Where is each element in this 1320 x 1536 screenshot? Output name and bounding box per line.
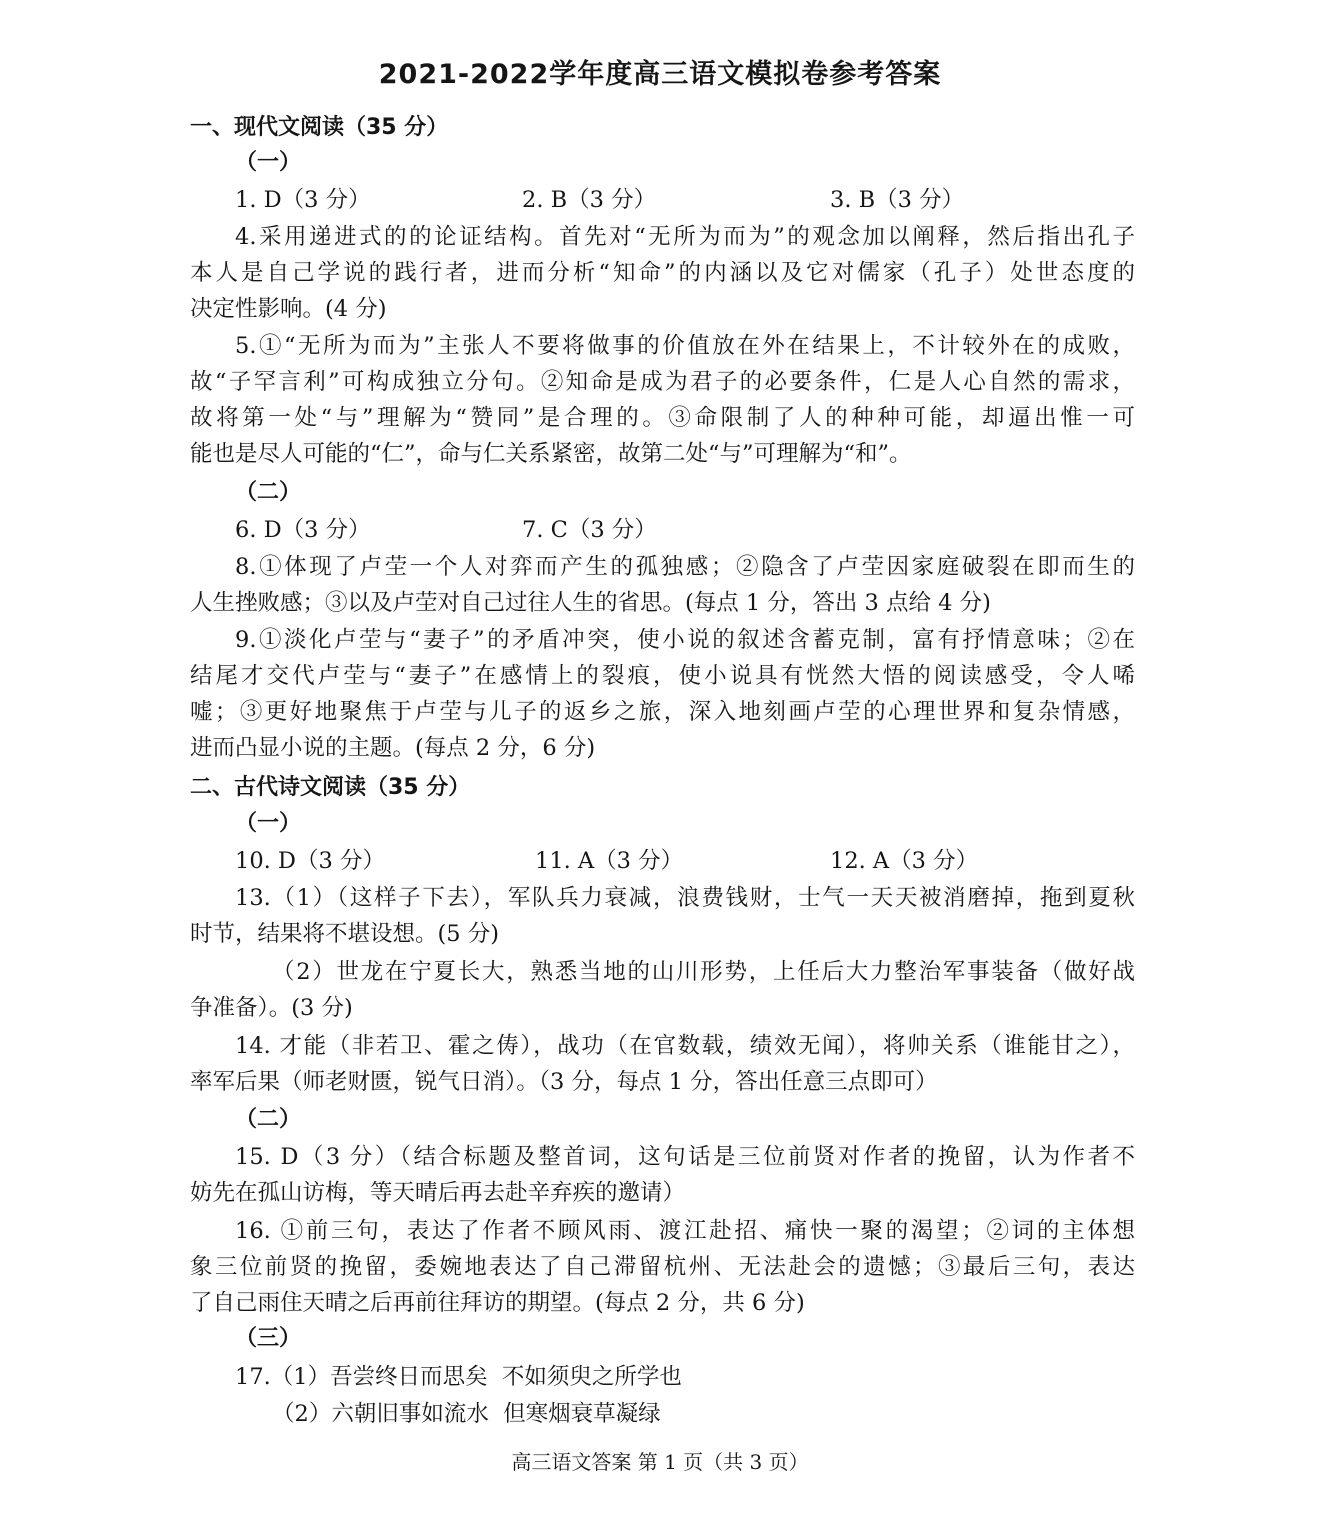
section-heading-classical-reading: 二、古代诗文阅读（35 分） [190,775,471,800]
answer-q9-line3: 嘘；③更好地聚焦于卢茔与儿子的返乡之旅，深入地刻画卢茔的心理世界和复杂情感， [190,699,1135,725]
answer-q13-1-line2: 时节，结果将不堪设想。(5 分) [190,921,500,947]
answer-q16-line3: 了自己雨住天晴之后再前往拜访的期望。(每点 2 分，共 6 分) [190,1290,805,1316]
answer-q2: 2. B（3 分） [522,187,657,213]
answer-q12: 12. A（3 分） [830,848,979,874]
answer-q5-line4: 能也是尽人可能的“仁”，命与仁关系紧密，故第二处“与”可理解为“和”。 [190,441,912,467]
answer-q6: 6. D（3 分） [235,517,371,543]
answer-q17-1: 17.（1）吾尝终日而思矣 不如须臾之所学也 [235,1364,682,1390]
answer-q8-line1: 8.①体现了卢茔一个人对弈而产生的孤独感；②隐含了卢茔因家庭破裂在即而生的 [235,554,1135,580]
answer-q13-2-line2: 争准备）。(3 分) [190,995,353,1021]
answer-q5-line2: 故“子罕言利”可构成独立分句。②知命是成为君子的必要条件，仁是人心自然的需求， [190,369,1135,395]
answer-q16-line2: 象三位前贤的挽留，委婉地表达了自己滞留杭州、无法赴会的遗憾；③最后三句，表达 [190,1254,1135,1280]
answer-q17-2: （2）六朝旧事如流水 但寒烟衰草凝绿 [272,1401,661,1427]
part-label-4: （二） [235,1107,302,1132]
answer-q11: 11. A（3 分） [535,848,684,874]
answer-q15-line1: 15. D（3 分）（结合标题及整首词，这句话是三位前贤对作者的挽留，认为作者不 [235,1144,1135,1170]
section-heading-modern-reading: 一、现代文阅读（35 分） [190,115,449,140]
answer-q5-line1: 5.①“无所为而为”主张人不要将做事的价值放在外在结果上，不计较外在的成败， [235,333,1135,359]
answer-q1: 1. D（3 分） [235,187,371,213]
answer-q3: 3. B（3 分） [830,187,965,213]
answer-q9-line2: 结尾才交代卢茔与“妻子”在感情上的裂痕，使小说具有恍然大悟的阅读感受，令人唏 [190,663,1135,689]
answer-q4-line1: 4.采用递进式的的论证结构。首先对“无所为而为”的观念加以阐释，然后指出孔子 [235,224,1135,250]
answer-q13-2-line1: （2）世龙在宁夏长大，熟悉当地的山川形势，上任后大力整治军事装备（做好战 [272,959,1135,985]
part-label-5: （三） [235,1326,302,1351]
answer-q10: 10. D（3 分） [235,848,385,874]
page-footer: 高三语文答案 第 1 页（共 3 页） [511,1450,809,1474]
part-label-3: （一） [235,811,302,836]
part-label-1: （一） [235,150,302,175]
answer-q4-line2: 本人是自己学说的践行者，进而分析“知命”的内涵以及它对儒家（孔子）处世态度的 [190,260,1135,286]
part-label-2: （二） [235,480,302,505]
answer-q4-line3: 决定性影响。(4 分) [190,296,387,322]
answer-q9-line1: 9.①淡化卢茔与“妻子”的矛盾冲突，使小说的叙述含蓄克制，富有抒情意味；②在 [235,627,1135,653]
answer-q13-1-line1: 13.（1）（这样子下去），军队兵力衰减，浪费钱财，士气一天天被消磨掉，拖到夏秋 [235,885,1135,911]
answer-q15-line2: 妨先在孤山访梅，等天晴后再去赴辛弃疾的邀请） [190,1180,686,1206]
page-title: 2021-2022学年度高三语文模拟卷参考答案 [378,59,942,90]
answer-q7: 7. C（3 分） [522,517,657,543]
answer-q16-line1: 16. ①前三句，表达了作者不顾风雨、渡江赴招、痛快一聚的渴望；②词的主体想 [235,1218,1135,1244]
answer-q14-line2: 率军后果（师老财匮，锐气日消）。（3 分，每点 1 分，答出任意三点即可） [190,1069,938,1095]
answer-q5-line3: 故将第一处“与”理解为“赞同”是合理的。③命限制了人的种种可能，却逼出惟一可 [190,405,1135,431]
answer-q14-line1: 14. 才能（非若卫、霍之俦），战功（在官数载，绩效无闻），将帅关系（谁能甘之）， [235,1033,1135,1059]
answer-q8-line2: 人生挫败感；③以及卢茔对自己过往人生的省思。(每点 1 分，答出 3 点给 4 分) [190,590,991,616]
answer-q9-line4: 进而凸显小说的主题。(每点 2 分，6 分) [190,735,596,761]
